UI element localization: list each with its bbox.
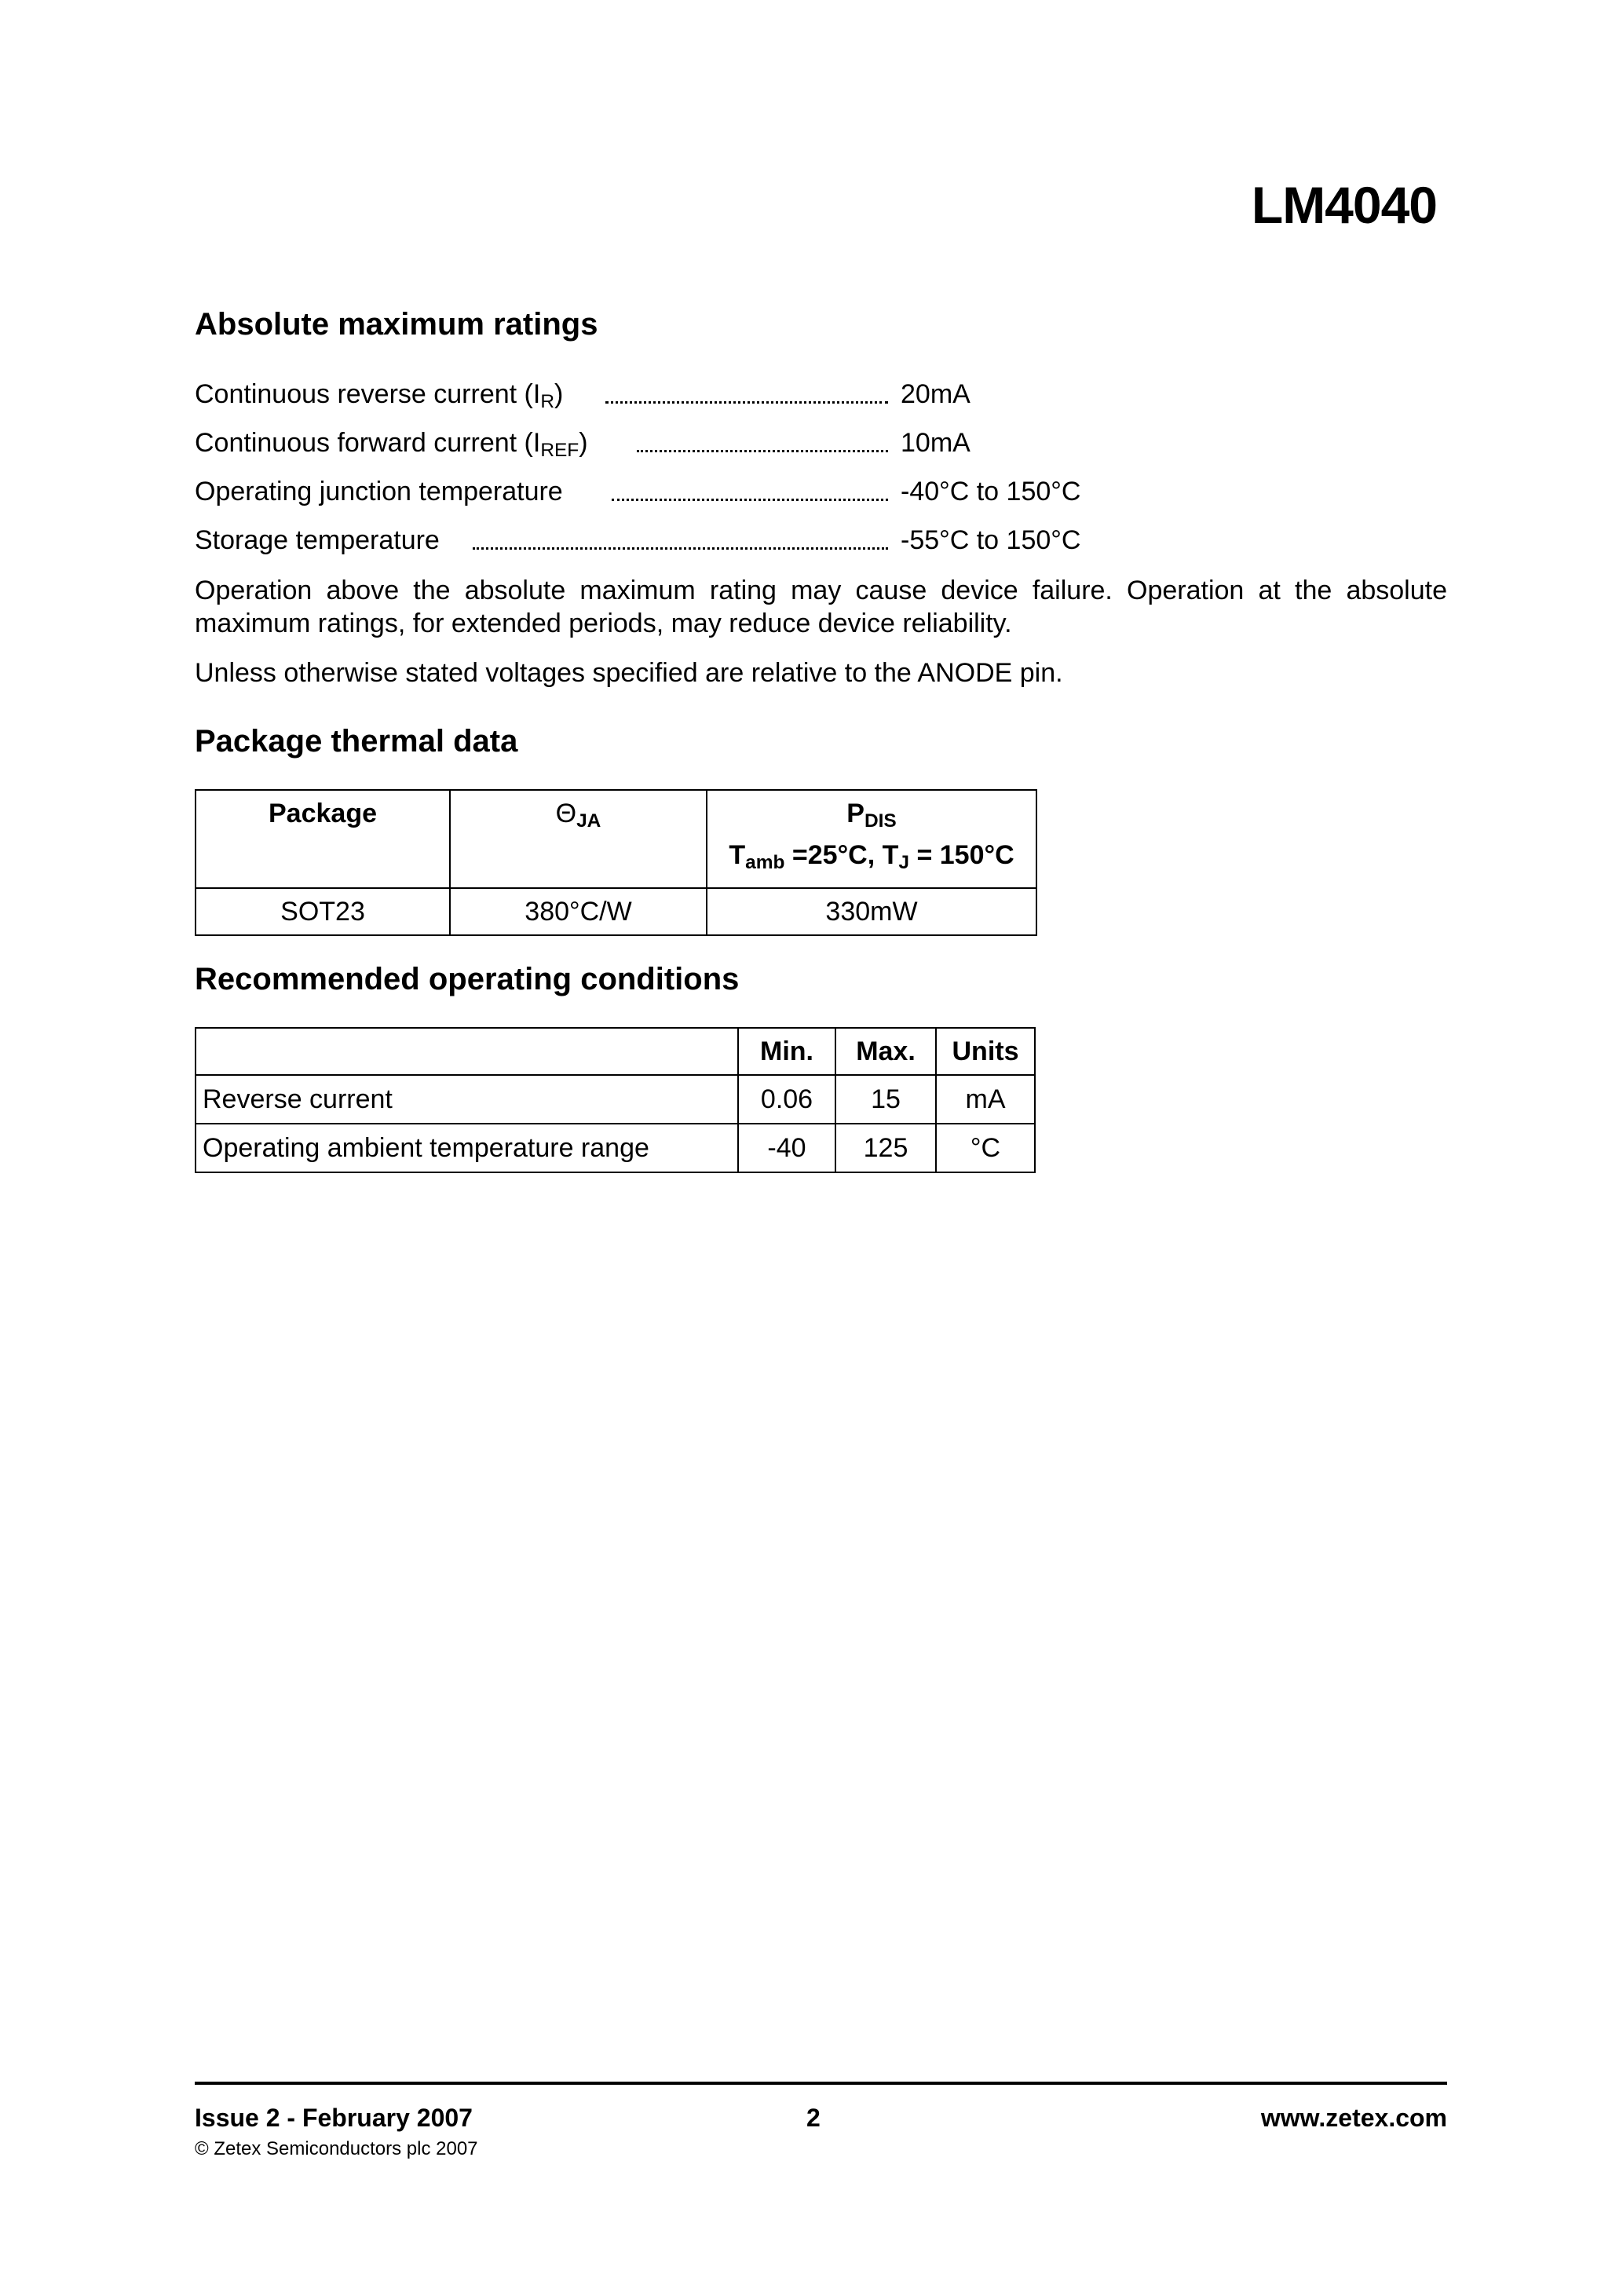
footer-copyright: © Zetex Semiconductors plc 2007: [195, 2138, 478, 2159]
rating-row-forward-current: [195, 425, 1090, 461]
rating-label: Storage temperature: [195, 525, 440, 555]
table-row: [196, 888, 1036, 935]
column-header-parameter: [196, 1028, 738, 1075]
cell-max: 15: [835, 1075, 936, 1124]
table-row: [196, 1124, 1035, 1172]
footer-page-number: 2: [806, 2104, 821, 2132]
rating-note-paragraph: Operation above the absolute maximum rating may cause device failure. Operation at the absolute maximum ratings, for extended periods, may reduce device reliability.: [195, 576, 1447, 638]
cell-theta-ja: 380°C/W: [450, 888, 707, 935]
dot-leader: [612, 499, 888, 501]
cell-units: mA: [936, 1075, 1035, 1124]
column-header-pdis: $P_{DIS}$ $T_{amb} =25^\circ C$, $T_J = 150^\circ C$: [707, 790, 1036, 888]
cell-min: -40: [738, 1124, 835, 1172]
column-header-package: Package: [196, 790, 450, 888]
part-number-title: LM4040: [1251, 176, 1437, 234]
rating-value: -40°C to 150°C: [901, 477, 1081, 506]
rating-row-storage-temperature: [195, 522, 1090, 558]
column-header-units: Units: [936, 1028, 1035, 1075]
footer-issue: Issue 2 - February 2007: [195, 2104, 473, 2132]
footer-website-link[interactable]: www.zetex.com: [1260, 2104, 1447, 2132]
rating-row-junction-temperature: [195, 473, 1090, 510]
heading-absolute-maximum-ratings: Absolute maximum ratings: [195, 307, 598, 342]
rating-row-reverse-current: [195, 376, 1090, 412]
thermal-data-table: [195, 789, 1037, 936]
cell-max: 125: [835, 1124, 936, 1172]
table-header-row: [196, 790, 1036, 888]
dot-leader: [473, 547, 888, 550]
rating-value: 10mA: [901, 428, 971, 458]
cell-package: SOT23: [196, 888, 450, 935]
dot-leader: [637, 450, 888, 452]
cell-min: 0.06: [738, 1075, 835, 1124]
column-header-theta-ja: $\Theta_{JA}$: [450, 790, 707, 888]
heading-recommended-operating-conditions: Recommended operating conditions: [195, 962, 740, 996]
column-header-max: Max.: [835, 1028, 936, 1075]
cell-units: °C: [936, 1124, 1035, 1172]
column-header-min: Min.: [738, 1028, 835, 1075]
rating-value: -55°C to 150°C: [901, 525, 1081, 555]
heading-package-thermal-data: Package thermal data: [195, 724, 518, 759]
cell-parameter: Operating ambient temperature range: [196, 1124, 738, 1172]
rating-label: Continuous forward current $(I_{REF})$: [195, 428, 588, 462]
voltage-reference-note: Unless otherwise stated voltages specified are relative to the ANODE pin.: [195, 658, 1063, 688]
rating-label: Continuous reverse current $(I_R)$: [195, 379, 564, 413]
footer-rule: [195, 2082, 1447, 2085]
cell-pdis: 330mW: [707, 888, 1036, 935]
recommended-conditions-table: [195, 1027, 1036, 1173]
table-row: [196, 1075, 1035, 1124]
rating-value: 20mA: [901, 379, 971, 409]
table-header-row: [196, 1028, 1035, 1075]
dot-leader: [605, 401, 888, 404]
cell-parameter: Reverse current: [196, 1075, 738, 1124]
rating-label: Operating junction temperature: [195, 477, 563, 506]
